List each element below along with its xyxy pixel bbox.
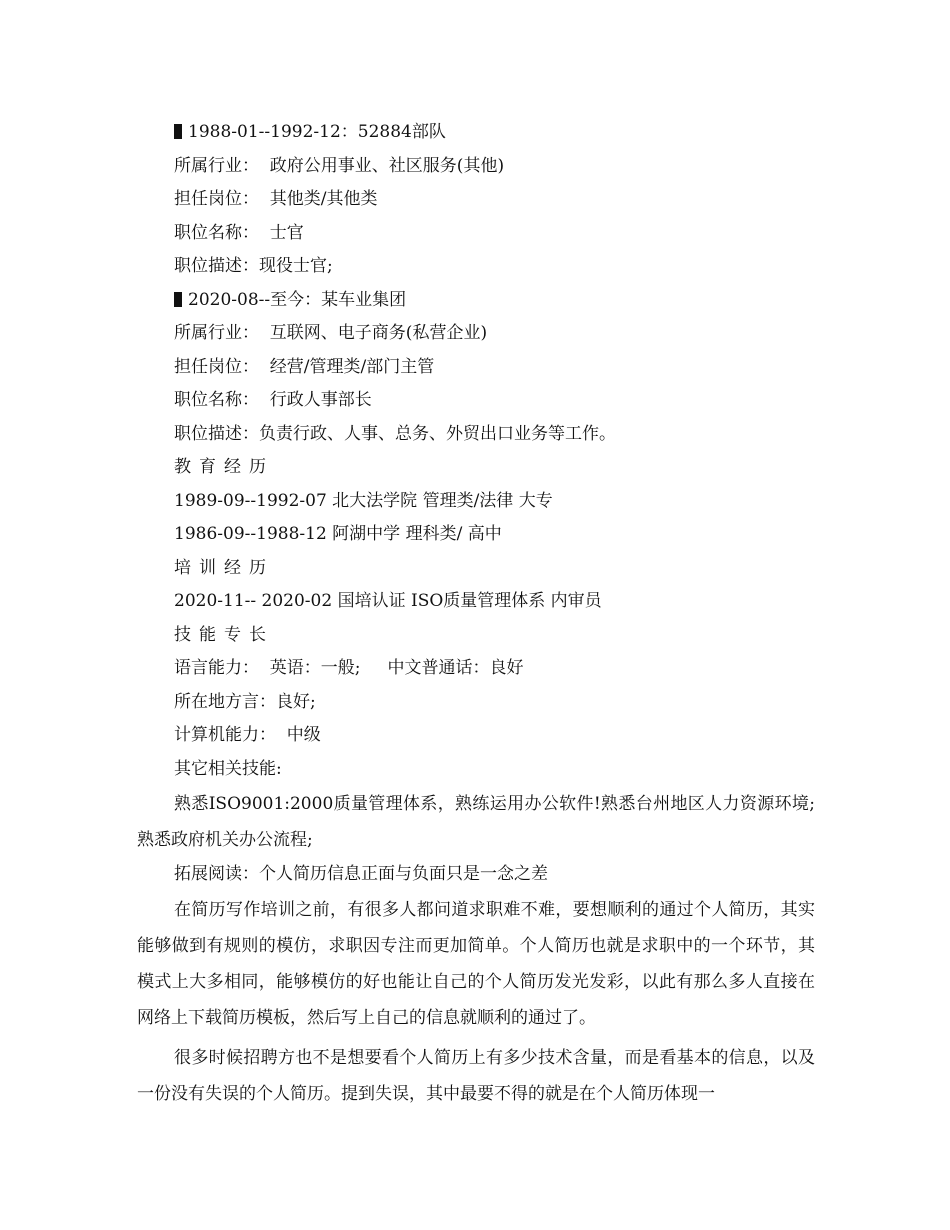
extended-paragraph: 在简历写作培训之前，有很多人都问道求职难不难，要想顺利的通过个人简历，其实能够做到有规则的模仿，求职因专注而更加简单。个人简历也就是求职中的一个环节，其模式上大多相同，能够模仿的好也能让自己的个人简历发光发彩，以此有那么多人直接在网络上下载简历模板，然后写上自己的信息就顺利的通过了。 bbox=[137, 899, 815, 1028]
skill-dialect: 所在地方言：良好; bbox=[174, 691, 316, 712]
work-post: 担任岗位： 经营/管理类/部门主管 bbox=[174, 356, 435, 377]
education-item: 1986-09--1988-12 阿湖中学 理科类/ 高中 bbox=[174, 524, 502, 544]
work-title: 职位名称： 行政人事部长 bbox=[174, 390, 372, 410]
work-entry-header: 2020-08--至今：某车业集团 bbox=[137, 284, 815, 318]
skill-other-label: 其它相关技能: bbox=[174, 758, 282, 779]
work-entry-header: 1988-01--1992-12：52884部队 bbox=[137, 116, 815, 150]
training-heading: 培训经历 bbox=[174, 557, 274, 578]
resume-content bbox=[137, 116, 815, 1112]
extended-paragraph: 很多时候招聘方也不是想要看个人简历上有多少技术含量，而是看基本的信息，以及一份没有失误的个人简历。提到失误，其中最要不得的就是在个人简历体现一 bbox=[137, 1047, 815, 1104]
work-industry: 所属行业： 政府公用事业、社区服务(其他) bbox=[174, 155, 505, 176]
education-item: 1989-09--1992-07 北大法学院 管理类/法律 大专 bbox=[174, 490, 553, 511]
skill-computer: 计算机能力： 中级 bbox=[174, 725, 321, 745]
bullet-square-icon bbox=[174, 124, 182, 139]
skills-heading: 技能专长 bbox=[174, 624, 274, 645]
education-heading: 教育经历 bbox=[174, 457, 274, 477]
bullet-square-icon bbox=[174, 292, 182, 307]
work-description: 职位描述：现役士官; bbox=[174, 256, 333, 276]
skill-other-text: 熟悉ISO9001:2000质量管理体系，熟练运用办公软件!熟悉台州地区人力资源环境;熟悉政府机关办公流程; bbox=[137, 794, 815, 850]
training-item: 2020-11-- 2020-02 国培认证 ISO质量管理体系 内审员 bbox=[174, 591, 602, 611]
work-description: 职位描述：负责行政、人事、总务、外贸出口业务等工作。 bbox=[174, 423, 616, 444]
work-post: 担任岗位： 其他类/其他类 bbox=[174, 189, 378, 209]
skill-language: 语言能力： 英语：一般; 中文普通话：良好 bbox=[174, 658, 524, 678]
extended-reading-title: 拓展阅读：个人简历信息正面与负面只是一念之差 bbox=[174, 864, 548, 884]
work-industry: 所属行业： 互联网、电子商务(私营企业) bbox=[174, 323, 488, 343]
work-title: 职位名称： 士官 bbox=[174, 222, 304, 243]
